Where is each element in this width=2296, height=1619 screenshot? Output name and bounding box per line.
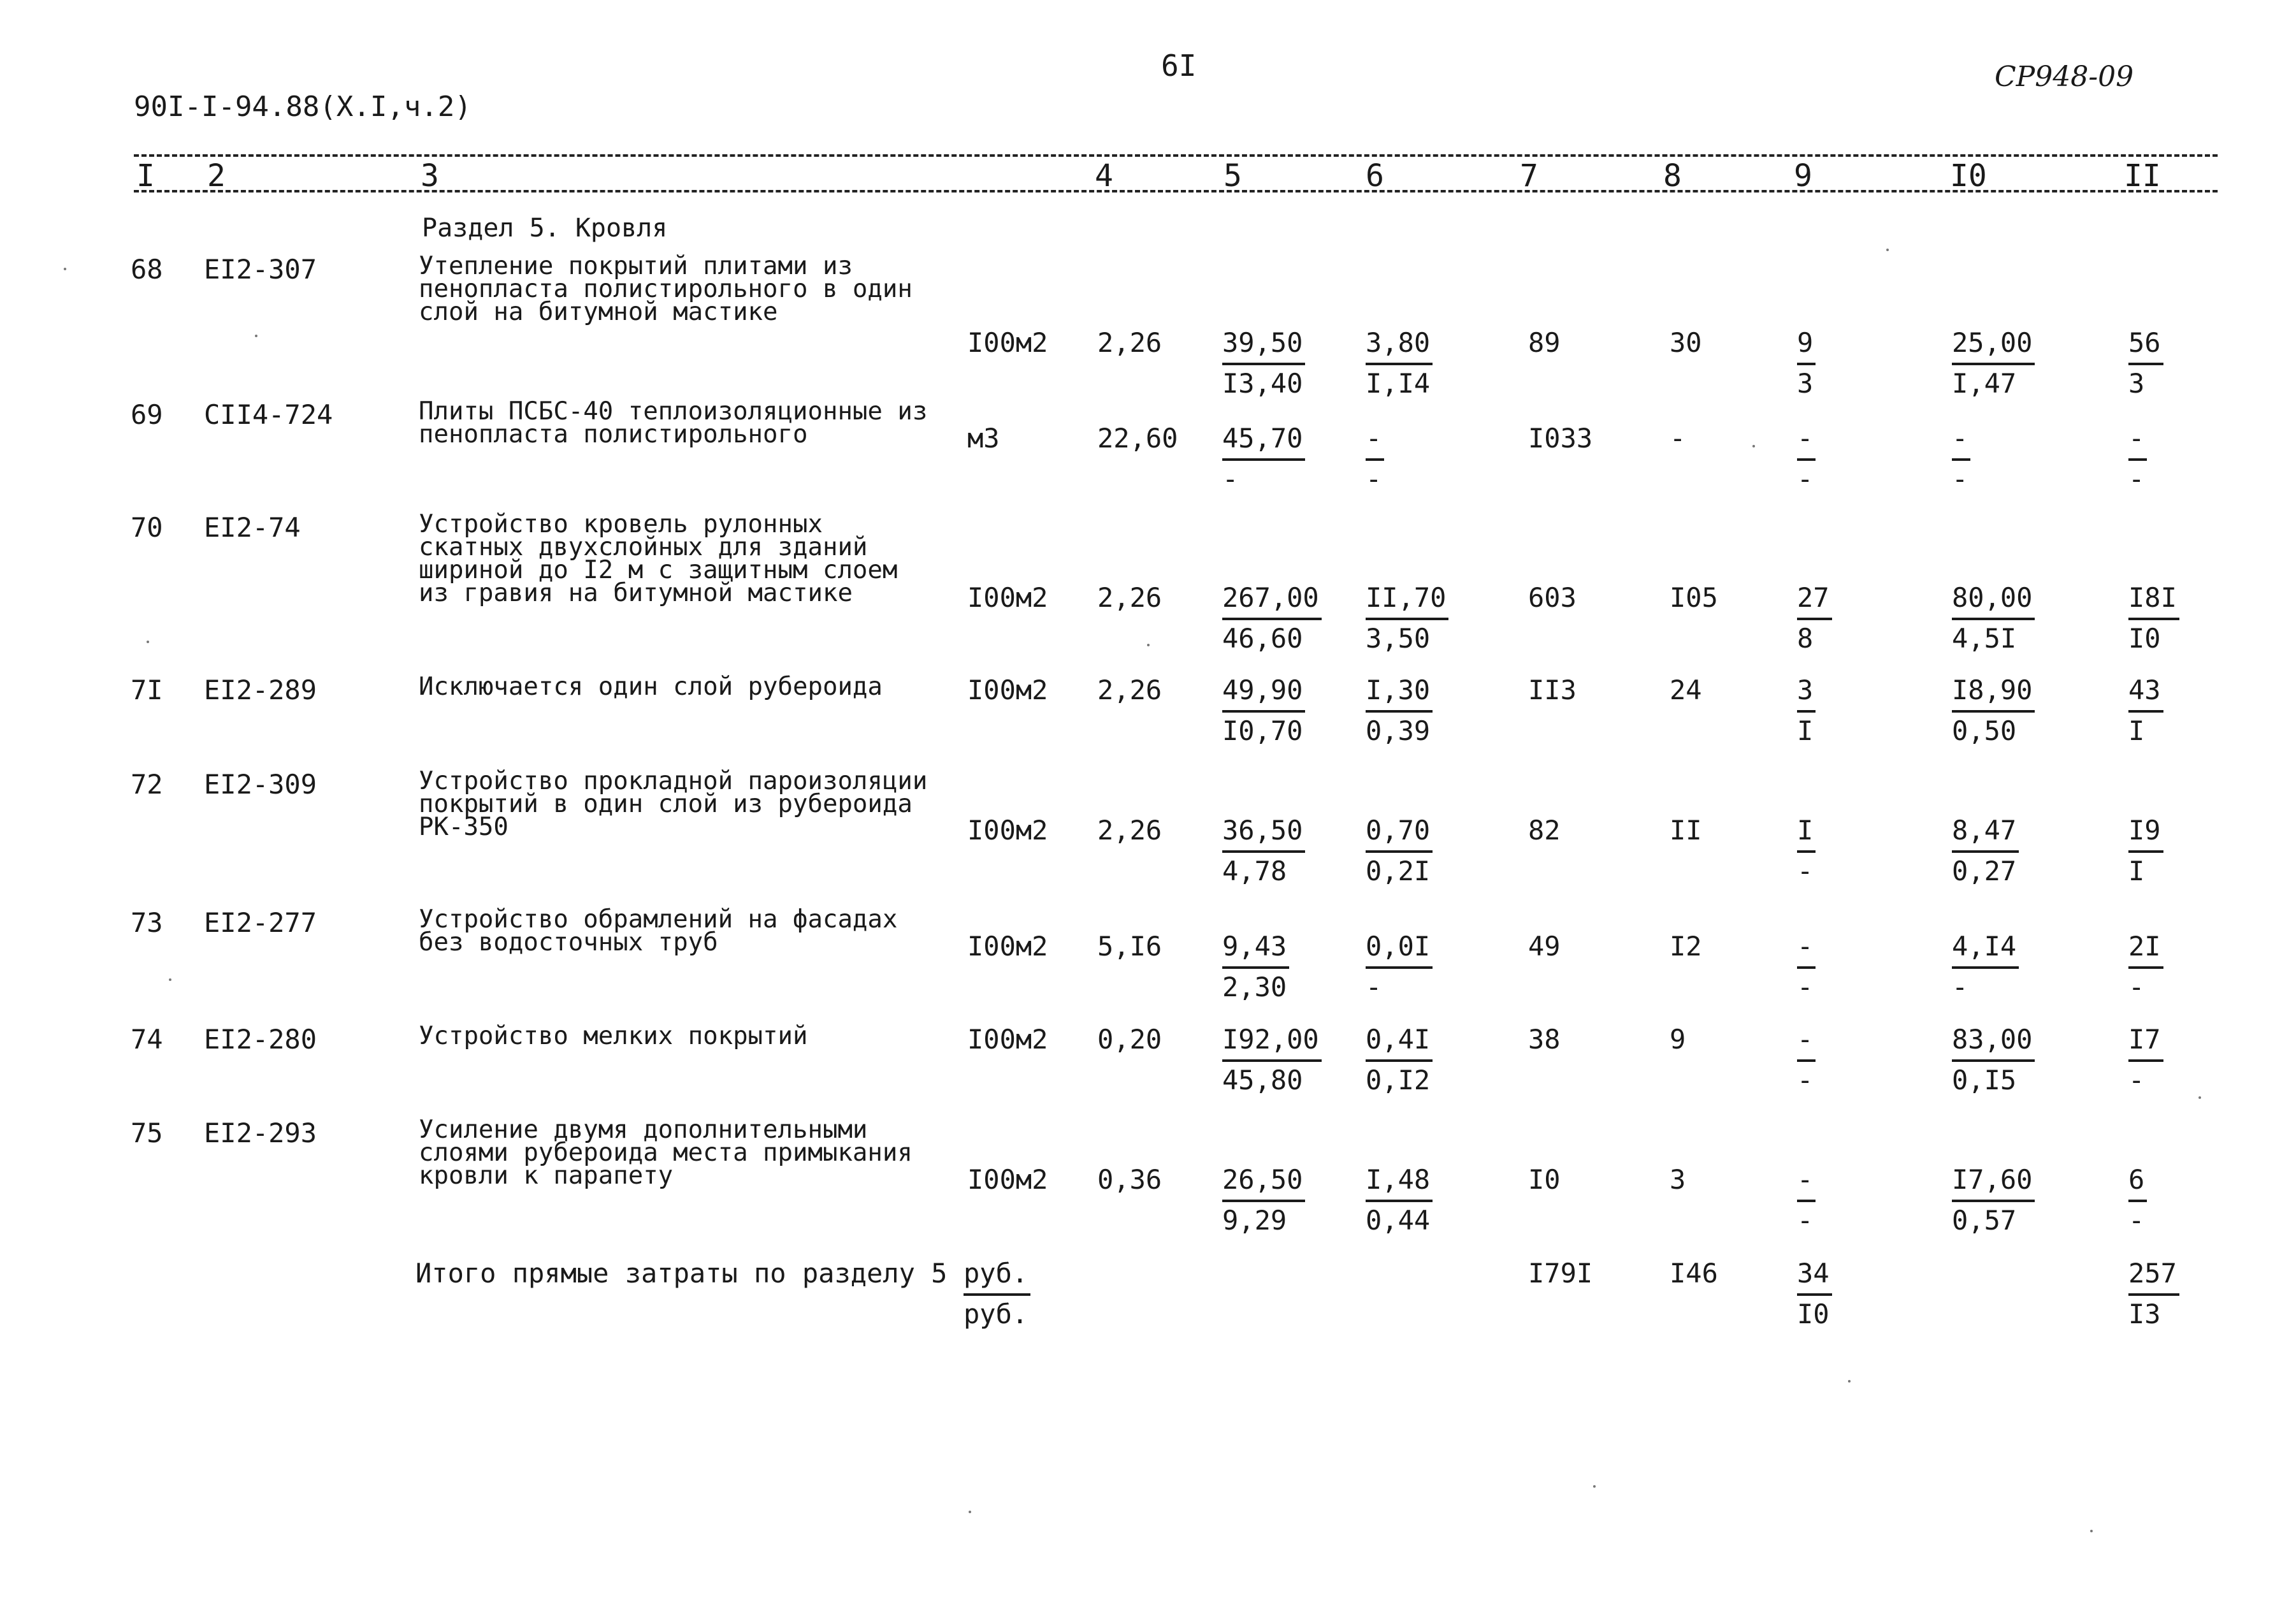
row-number: 73	[131, 907, 163, 938]
col7-value: 82	[1528, 815, 1561, 846]
col8-value: 9	[1670, 1024, 1686, 1055]
col6-fraction: $\frac{I,30}{0,39}$	[1366, 676, 1433, 746]
col9-fraction: I -	[1797, 816, 1816, 886]
row-unit: I00м2	[967, 1024, 1048, 1055]
row-description: Исключается один слой рубероида	[419, 672, 883, 701]
col11-fraction: $\frac{I9}{I}$	[2128, 816, 2163, 886]
col7-value: 49	[1528, 931, 1561, 962]
col6-fraction: $\frac{II,70}{3,50}$	[1366, 583, 1448, 653]
scan-speck	[2090, 1530, 2093, 1532]
col7-value: 603	[1528, 582, 1577, 613]
col7-value: 38	[1528, 1024, 1561, 1055]
page-number: 6I	[1161, 48, 1197, 83]
scan-speck	[147, 641, 149, 643]
row-quantity: 0,20	[1097, 1024, 1162, 1055]
col10-fraction: $\frac{I7,60}{0,57}$	[1952, 1165, 2035, 1235]
col8-value: 24	[1670, 674, 1702, 706]
scan-speck	[1593, 1485, 1596, 1488]
row-code: EI2-277	[204, 907, 317, 938]
col7-value: I0	[1528, 1164, 1561, 1195]
col10-fraction: 4,I4 -	[1952, 932, 2019, 1002]
scan-speck	[64, 268, 66, 270]
row-unit: I00м2	[967, 674, 1048, 706]
col11-fraction: $\frac{43}{I}$	[2128, 676, 2163, 746]
document-code: 90I-I-94.88(X.I,ч.2)	[134, 91, 472, 123]
row-description: Плиты ПСБС-40 теплоизоляционные из пенопласта полистирольного	[419, 397, 928, 449]
col10-fraction: $\frac{83,00}{0,I5}$	[1952, 1025, 2035, 1095]
column-header: 7	[1520, 158, 1538, 194]
total-label: Итого прямые затраты по разделу 5	[415, 1258, 948, 1289]
row-description: Утепление покрытий плитами из пенопласта полистирольного в один слой на битумной мастике	[419, 252, 913, 326]
column-header: 2	[207, 158, 226, 194]
col9-fraction: - -	[1797, 424, 1816, 494]
col5-fraction: $\frac{39,50}{I3,40}$	[1222, 328, 1305, 398]
column-header: I0	[1950, 158, 1987, 194]
column-header: 3	[421, 158, 439, 194]
archive-code: СР948-09	[1995, 61, 2134, 93]
row-unit: м3	[967, 423, 1000, 454]
col9-fraction: $\frac{9}{3}$	[1797, 328, 1816, 398]
row-code: EI2-293	[204, 1117, 317, 1149]
row-quantity: 2,26	[1097, 815, 1162, 846]
row-unit: I00м2	[967, 815, 1048, 846]
row-quantity: 22,60	[1097, 423, 1178, 454]
row-description: Устройство прокладной пароизоляции покрытий в один слой из рубероида РК-350	[419, 767, 928, 841]
col9-fraction: - -	[1797, 1025, 1816, 1095]
scan-speck	[1752, 445, 1755, 447]
col11-fraction: 6 -	[2128, 1165, 2147, 1235]
col11-fraction: $\frac{I8I}{I0}$	[2128, 583, 2179, 653]
col11-fraction: $\frac{56}{3}$	[2128, 328, 2163, 398]
row-description: Устройство обрамлений на фасадах без водосточных труб	[419, 905, 898, 957]
total-col8: I46	[1670, 1258, 1718, 1289]
column-header: II	[2124, 158, 2161, 194]
col5-fraction: $\frac{36,50}{4,78}$	[1222, 816, 1305, 886]
row-quantity: 2,26	[1097, 327, 1162, 358]
col7-value: I033	[1528, 423, 1593, 454]
column-header: 5	[1224, 158, 1242, 194]
total-col11-fraction: $\frac{257}{I3}$	[2128, 1259, 2179, 1329]
row-description: Усиление двумя дополнительными слоями рубероида места примыкания кровли к парапету	[419, 1115, 913, 1190]
col7-value: 89	[1528, 327, 1561, 358]
col10-fraction: $\frac{25,00}{I,47}$	[1952, 328, 2035, 398]
row-number: 69	[131, 399, 163, 430]
row-quantity: 0,36	[1097, 1164, 1162, 1195]
col8-value: II	[1670, 815, 1702, 846]
scan-speck	[255, 335, 257, 337]
col6-fraction: 0,0I -	[1366, 932, 1433, 1002]
row-number: 75	[131, 1117, 163, 1149]
col5-fraction: $\frac{267,00}{46,60}$	[1222, 583, 1322, 653]
row-code: EI2-289	[204, 674, 317, 706]
col11-fraction: 2I -	[2128, 932, 2163, 1002]
col5-fraction: $\frac{26,50}{9,29}$	[1222, 1165, 1305, 1235]
column-header: 8	[1663, 158, 1682, 194]
col9-fraction: $\frac{27}{8}$	[1797, 583, 1832, 653]
col10-fraction: $\frac{I8,90}{0,50}$	[1952, 676, 2035, 746]
header-top-rule	[134, 154, 2218, 157]
col11-fraction: - -	[2128, 424, 2147, 494]
row-number: 72	[131, 769, 163, 800]
col11-fraction: I7 -	[2128, 1025, 2163, 1095]
column-header: I	[136, 158, 155, 194]
col5-fraction: 45,70 -	[1222, 424, 1305, 494]
row-description: Устройство мелких покрытий	[419, 1022, 808, 1050]
row-unit: I00м2	[967, 931, 1048, 962]
column-header: 9	[1794, 158, 1812, 194]
col5-fraction: $\frac{49,90}{I0,70}$	[1222, 676, 1305, 746]
column-header: 6	[1366, 158, 1384, 194]
col5-fraction: $\frac{I92,00}{45,80}$	[1222, 1025, 1322, 1095]
total-col7: I79I	[1528, 1258, 1593, 1289]
row-code: CII4-724	[204, 399, 333, 430]
row-unit: I00м2	[967, 582, 1048, 613]
col6-fraction: - -	[1366, 424, 1384, 494]
col8-value: I05	[1670, 582, 1718, 613]
col6-fraction: $\frac{0,4I}{0,I2}$	[1366, 1025, 1433, 1095]
column-header: 4	[1095, 158, 1113, 194]
col7-value: II3	[1528, 674, 1577, 706]
col10-fraction: $\frac{80,00}{4,5I}$	[1952, 583, 2035, 653]
row-unit: I00м2	[967, 1164, 1048, 1195]
col6-fraction: $\frac{I,48}{0,44}$	[1366, 1165, 1433, 1235]
col8-value: 30	[1670, 327, 1702, 358]
row-code: EI2-307	[204, 254, 317, 285]
col9-fraction: - -	[1797, 1165, 1816, 1235]
col8-value: 3	[1670, 1164, 1686, 1195]
row-number: 74	[131, 1024, 163, 1055]
row-unit: I00м2	[967, 327, 1048, 358]
scan-speck	[1848, 1380, 1851, 1383]
scan-speck	[1886, 249, 1889, 251]
scan-speck	[2199, 1096, 2201, 1099]
row-description: Устройство кровель рулонных скатных двухслойных для зданий шириной до I2 м с защитным слоем из гравия на битумной мастике	[419, 510, 898, 607]
row-code: EI2-74	[204, 512, 301, 543]
row-quantity: 2,26	[1097, 582, 1162, 613]
col5-fraction: $\frac{9,43}{2,30}$	[1222, 932, 1289, 1002]
col6-fraction: $\frac{3,80}{I,I4}$	[1366, 328, 1433, 398]
col8-value: -	[1670, 423, 1686, 454]
col8-value: I2	[1670, 931, 1702, 962]
col6-fraction: $\frac{0,70}{0,2I}$	[1366, 816, 1433, 886]
col9-fraction: - -	[1797, 932, 1816, 1002]
total-unit-fraction: руб. руб.	[964, 1259, 1030, 1329]
section-title: Раздел 5. Кровля	[422, 214, 668, 243]
row-code: EI2-309	[204, 769, 317, 800]
row-quantity: 2,26	[1097, 674, 1162, 706]
scan-speck	[169, 978, 171, 981]
scan-speck	[1147, 644, 1150, 646]
row-number: 7I	[131, 674, 163, 706]
row-number: 70	[131, 512, 163, 543]
col9-fraction: $\frac{3}{I}$	[1797, 676, 1816, 746]
row-code: EI2-280	[204, 1024, 317, 1055]
total-col9-fraction: $\frac{34}{I0}$	[1797, 1259, 1832, 1329]
header-bottom-rule	[134, 190, 2218, 192]
row-quantity: 5,I6	[1097, 931, 1162, 962]
row-number: 68	[131, 254, 163, 285]
scan-speck	[969, 1511, 971, 1513]
col10-fraction: - -	[1952, 424, 1970, 494]
col10-fraction: $\frac{8,47}{0,27}$	[1952, 816, 2019, 886]
